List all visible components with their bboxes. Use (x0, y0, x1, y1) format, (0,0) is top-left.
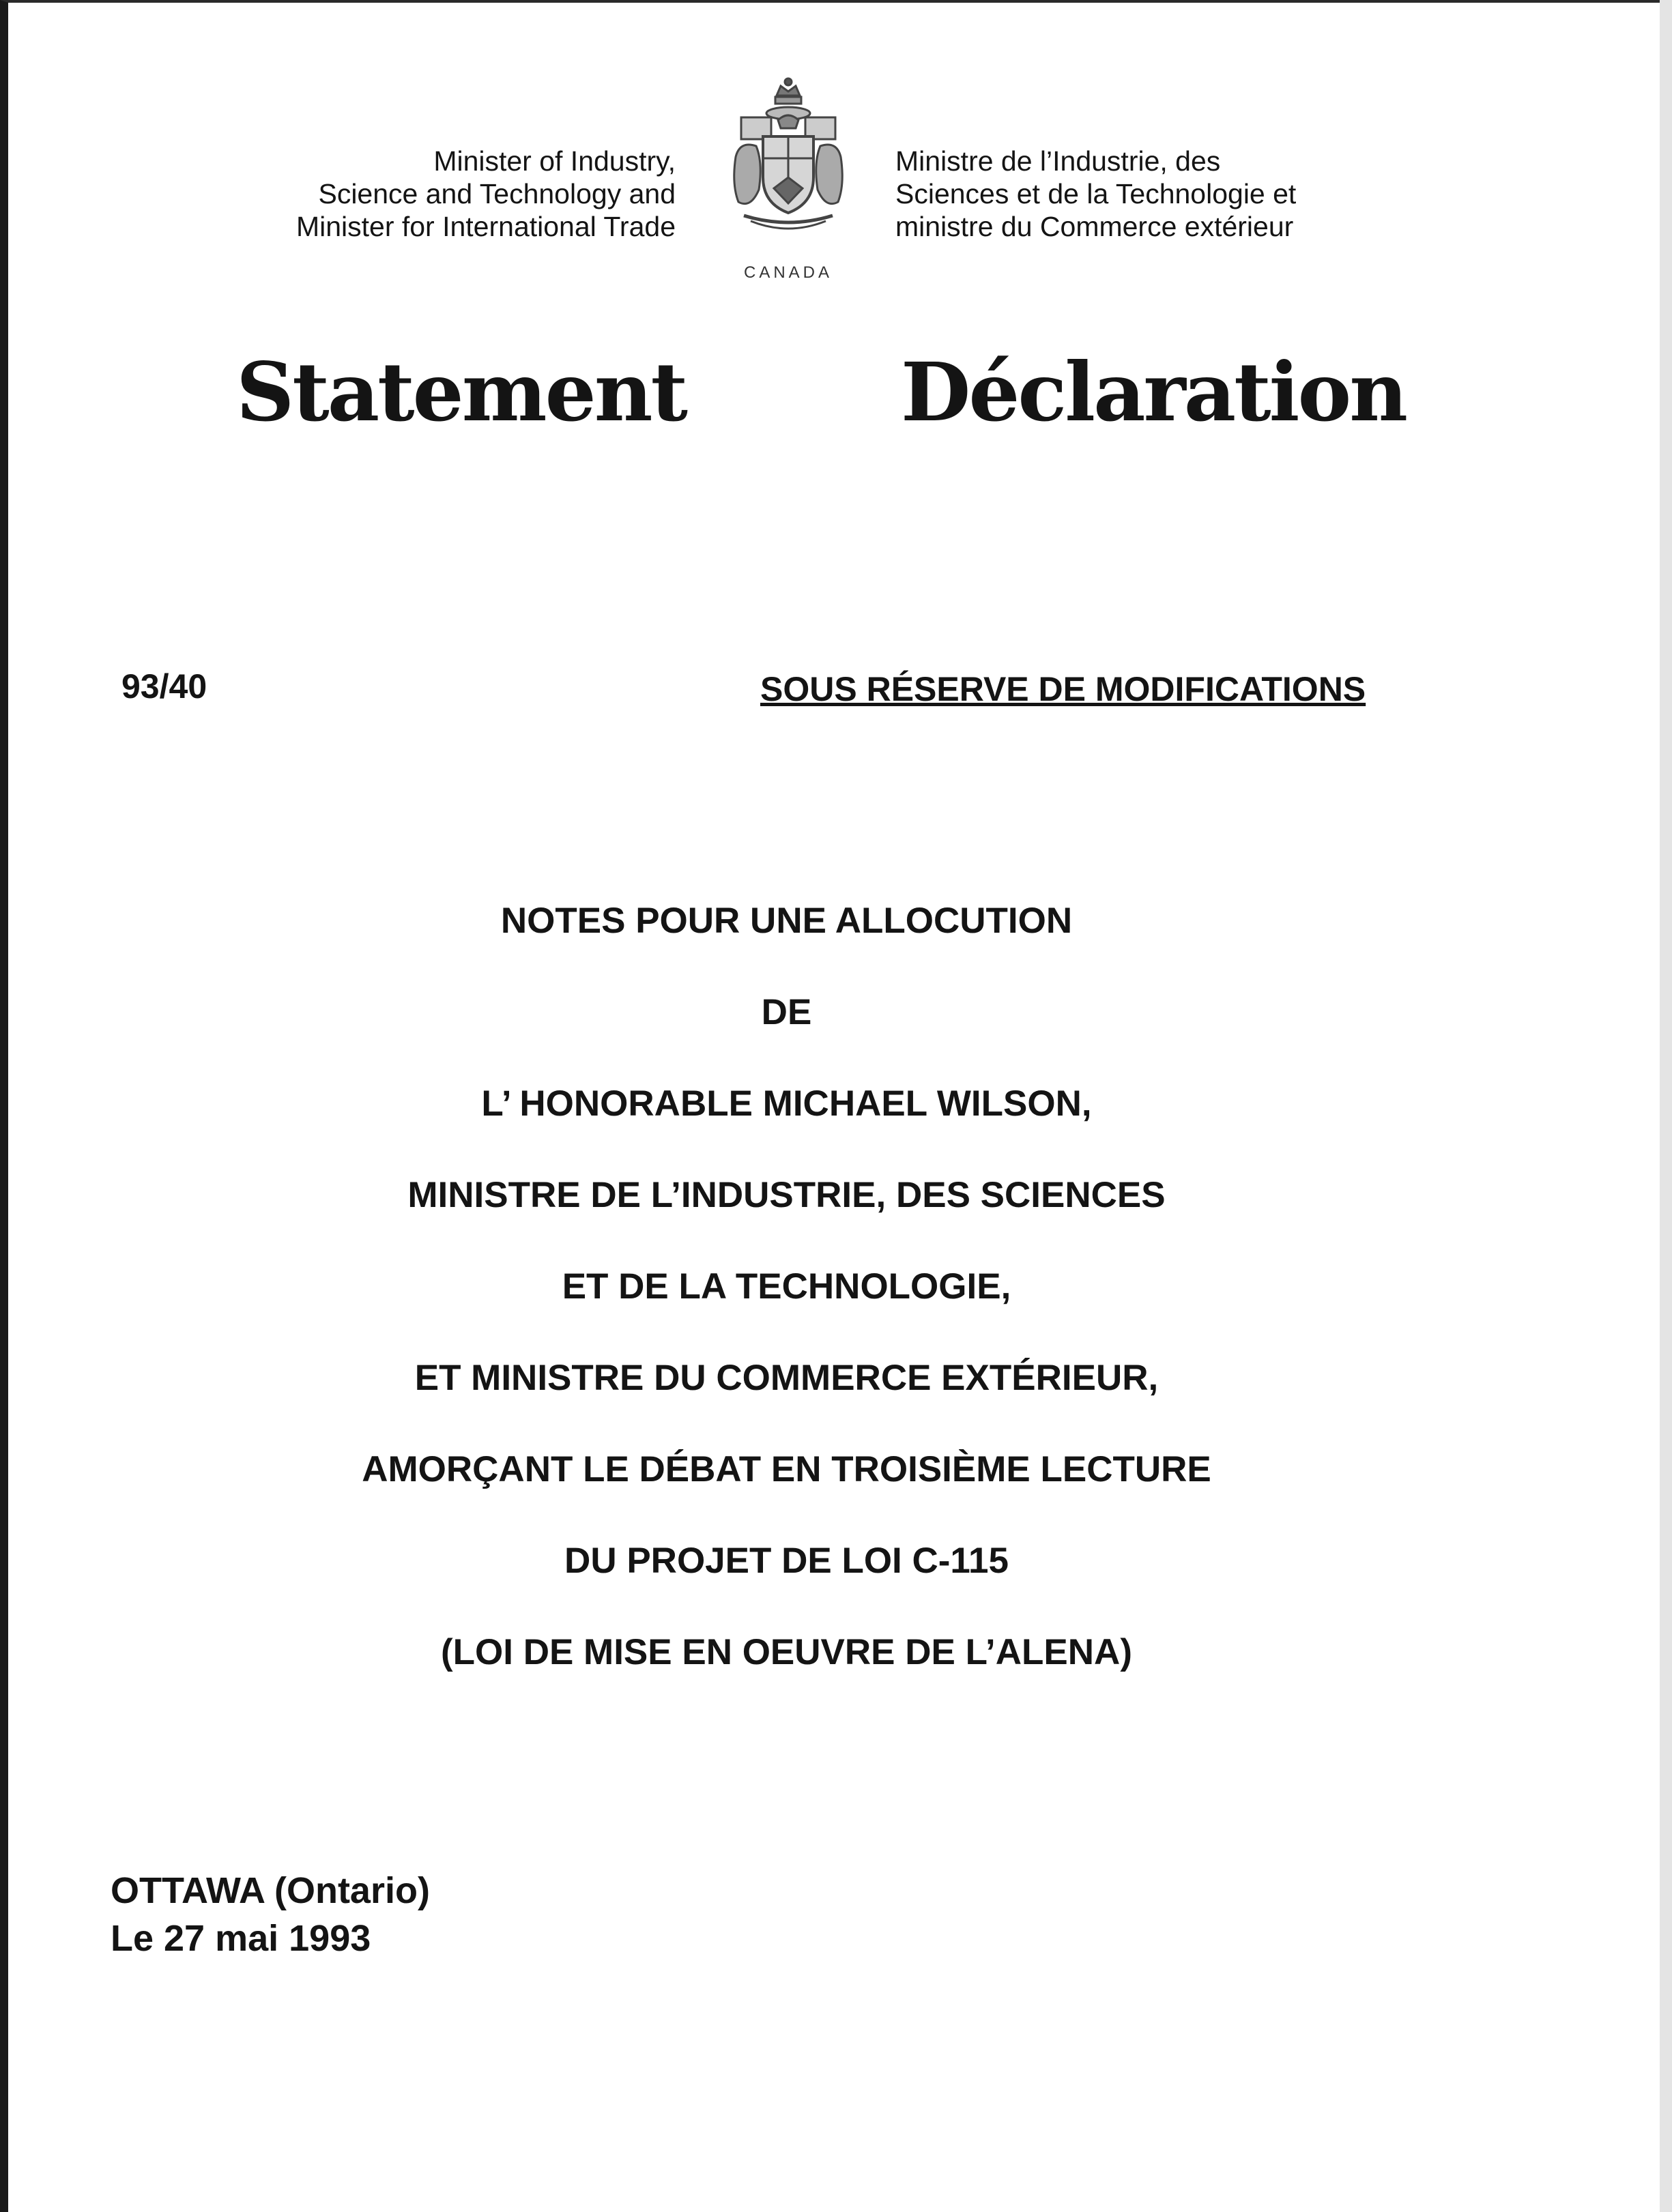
reference-number: 93/40 (121, 667, 207, 705)
header-line: Science and Technology and (318, 178, 676, 209)
declaration-title: Déclaration (901, 345, 1406, 439)
title-line: MINISTRE DE L’INDUSTRIE, DES SCIENCES (407, 1175, 1166, 1215)
coat-of-arms-icon (723, 75, 853, 239)
speech-title-block (136, 894, 1437, 1717)
date: Le 27 mai 1993 (111, 1918, 371, 1959)
subject-to-change-note: SOUS RÉSERVE DE MODIFICATIONS (760, 670, 1366, 708)
city: OTTAWA (Ontario) (111, 1870, 430, 1911)
statement-title: Statement (236, 345, 686, 439)
title-line: DU PROJET DE LOI C-115 (564, 1541, 1009, 1581)
place-and-date (111, 1867, 430, 1962)
page-edge-shadow (1660, 0, 1672, 2212)
title-line: NOTES POUR UNE ALLOCUTION (500, 901, 1073, 941)
minister-title-english (205, 145, 676, 243)
header-line: ministre du Commerce extérieur (895, 211, 1294, 242)
header-line: Minister for International Trade (296, 211, 676, 242)
header-line: Sciences et de la Technologie et (895, 178, 1297, 209)
title-line: ET DE LA TECHNOLOGIE, (562, 1266, 1011, 1307)
title-line: (LOI DE MISE EN OEUVRE DE L’ALENA) (441, 1632, 1132, 1672)
minister-title-french (895, 145, 1414, 243)
title-line: AMORÇANT LE DÉBAT EN TROISIÈME LECTURE (362, 1449, 1211, 1489)
crest-caption: CANADA (743, 263, 833, 282)
title-line: L’ HONORABLE MICHAEL WILSON, (481, 1083, 1092, 1124)
header-line: Minister of Industry, (433, 145, 676, 177)
header-line: Ministre de l’Industrie, des (895, 145, 1221, 177)
title-line: DE (761, 992, 812, 1032)
title-line: ET MINISTRE DU COMMERCE EXTÉRIEUR, (414, 1358, 1159, 1398)
